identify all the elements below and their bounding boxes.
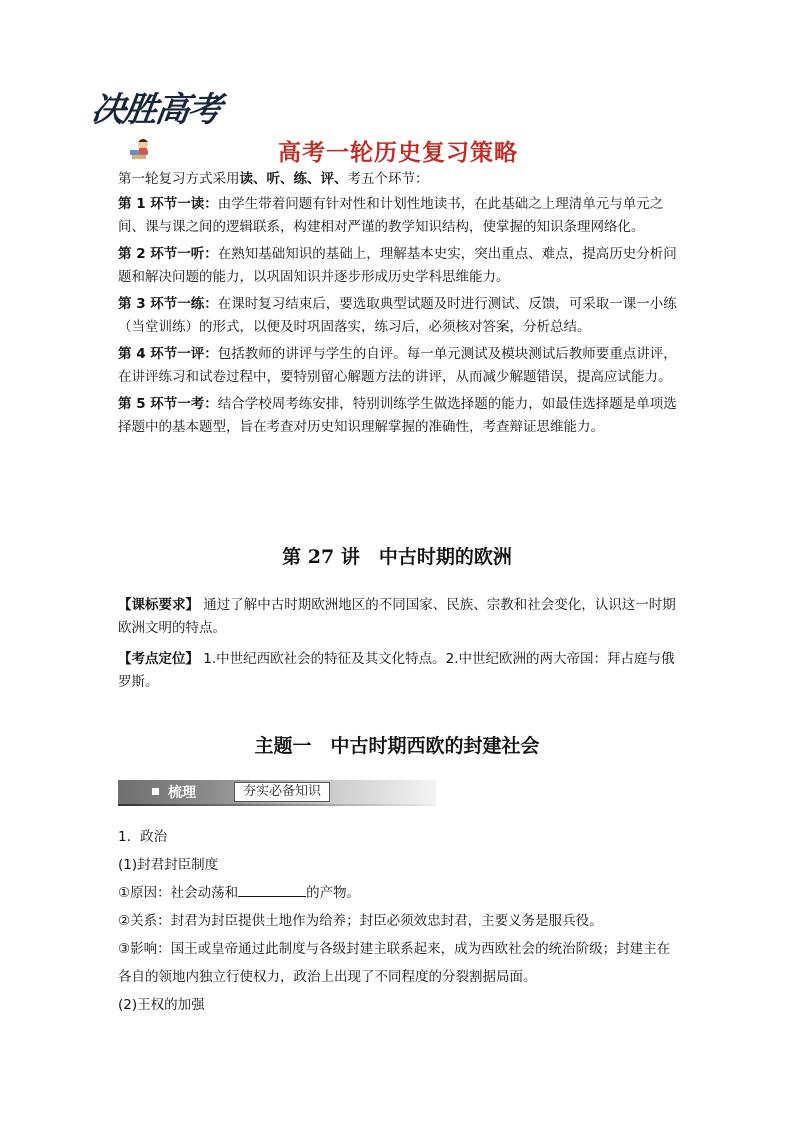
section-banner [118, 780, 436, 806]
step-label: 第 1 环节一读： [118, 196, 218, 212]
intro-prefix: 第一轮复习方式采用 [118, 171, 240, 187]
step-label: 第 3 环节一练： [118, 296, 218, 312]
subsection-heading: (1)封君封臣制度 [118, 857, 219, 873]
step-label: 第 2 环节一听： [118, 246, 218, 262]
logo [88, 82, 223, 162]
curriculum-requirement [118, 594, 678, 640]
item-text: ①原因：社会动荡和 [118, 885, 239, 901]
banner-box: 夯实必备知识 [234, 782, 330, 802]
step-text: 在课时复习结束后，要选取典型试题及时进行测试、反馈，可采取一课一小练（当堂训练）的形式，以便及时巩固落实，练习后，必须核对答案，分析总结。 [118, 296, 677, 335]
step-text: 由学生带着问题有针对性和计划性地读书，在此基础之上理清单元与单元之间、课与课之间的逻辑联系，构建相对严谨的教学知识结构，使掌握的知识条理网络化。 [118, 196, 664, 235]
step-item [118, 343, 678, 389]
content-item: ③影响：国王或皇帝通过此制度与各级封建主联系起来，成为西欧社会的统治阶级；封建主在各自的领地内独立行使权力，政治上出现了不同程度的分裂割据局面。 [118, 941, 671, 985]
content-item [118, 879, 678, 907]
exam-point-positioning [118, 648, 678, 694]
exam-point-label: 【考点定位】 [118, 651, 199, 667]
step-item [118, 393, 678, 439]
step-text: 包括教师的讲评与学生的自评。每一单元测试及模块测试后教师要重点讲评，在讲评练习和试卷过程中，要特别留心解题方法的讲评，从而减少解题错误，提高应试能力。 [118, 346, 677, 385]
lecture-title: 第 27 讲 中古时期的欧洲 [282, 546, 512, 568]
content-item: ②关系：封君为封臣提供土地作为给养；封臣必须效忠封君，主要义务是服兵役。 [118, 913, 603, 929]
topic-title: 主题一 中古时期西欧的封建社会 [254, 735, 540, 757]
curriculum-label: 【课标要求】 [118, 597, 199, 613]
content-body [118, 823, 678, 1019]
banner-underline [118, 804, 436, 806]
logo-student-figure-icon [128, 136, 156, 164]
curriculum-text: 通过了解中古时期欧洲地区的不同国家、民族、宗教和社会变化，认识这一时期欧洲文明的特点。 [118, 597, 676, 636]
fill-blank[interactable] [238, 882, 306, 897]
page-title: 高考一轮历史复习策略 [278, 140, 518, 166]
step-item [118, 293, 678, 339]
item-text: 的产物。 [306, 885, 361, 901]
step-label: 第 4 环节一评： [118, 346, 218, 362]
intro-suffix: 考五个环节： [347, 171, 429, 187]
section-heading: 1．政治 [118, 829, 168, 845]
step-text: 结合学校周考练安排，特别训练学生做选择题的能力，如最佳选择题是单项选择题中的基本题型，旨在考查对历史知识理解掌握的准确性，考查辩证思维能力。 [118, 396, 677, 435]
steps-list [118, 193, 678, 443]
subsection-heading: (2)王权的加强 [118, 997, 205, 1013]
step-item [118, 193, 678, 239]
intro-paragraph [118, 168, 678, 191]
step-text: 在熟知基础知识的基础上，理解基本史实，突出重点、难点，提高历史分析问题和解决问题的能力，以巩固知识并逐步形成历史学科思维能力。 [118, 246, 677, 285]
step-item [118, 243, 678, 289]
step-label: 第 5 环节一考： [118, 396, 218, 412]
exam-point-text: 1.中世纪西欧社会的特征及其文化特点。2.中世纪欧洲的两大帝国：拜占庭与俄罗斯。 [118, 651, 675, 690]
logo-text: 决胜高考 [88, 90, 223, 130]
intro-bold: 读、听、练、评、 [239, 171, 348, 187]
banner-square-icon [152, 788, 159, 795]
banner-label: 梳理 [168, 785, 196, 801]
